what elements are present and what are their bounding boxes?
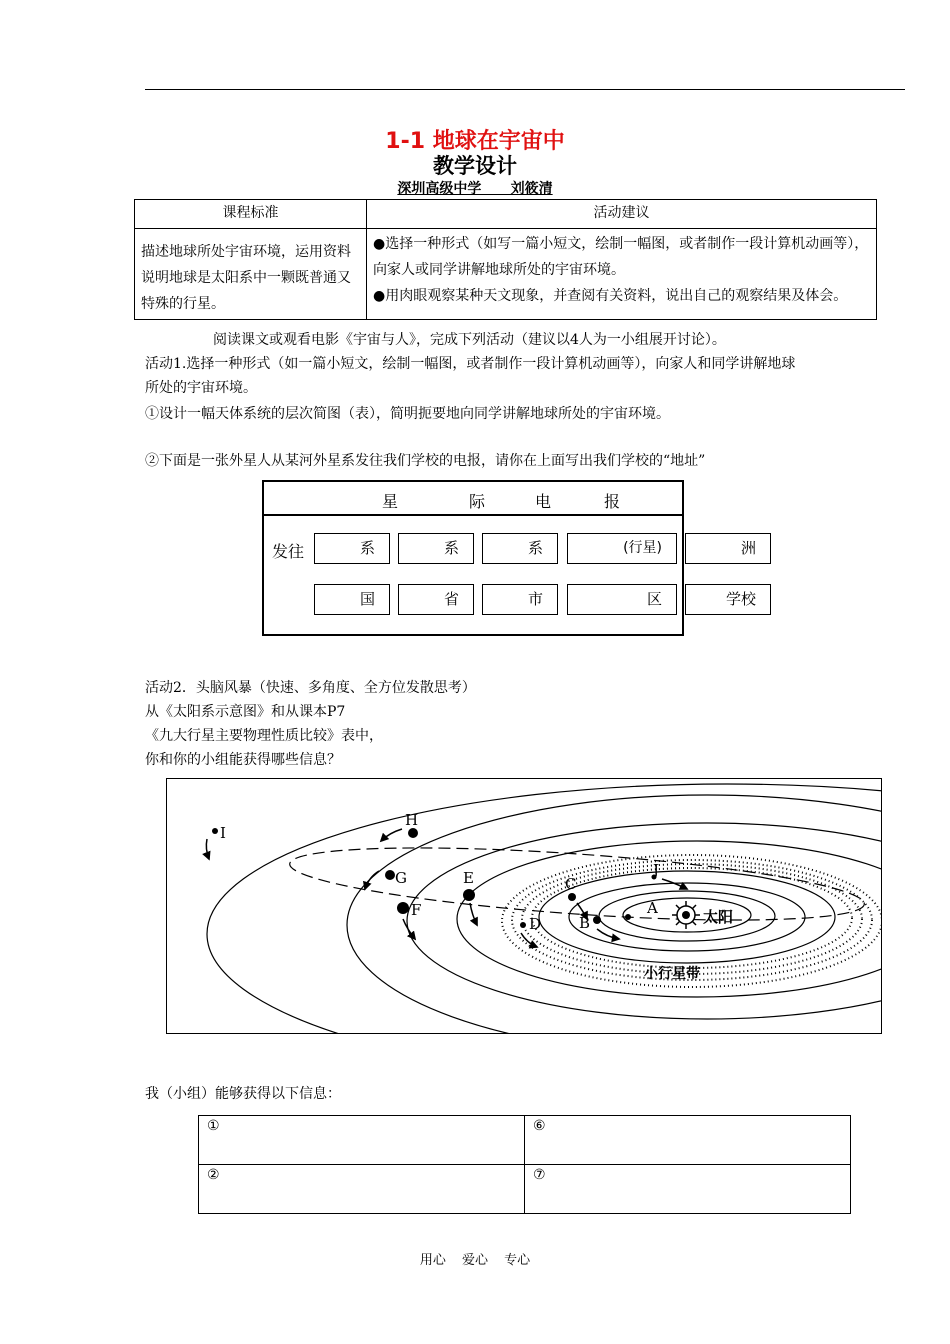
planet-label: C — [565, 875, 577, 893]
info-prompt: 我（小组）能够获得以下信息： — [145, 1086, 341, 1102]
telegram-heading-char: 电 — [535, 492, 552, 511]
address-field[interactable]: 区 — [567, 584, 677, 615]
planet-e — [463, 889, 475, 901]
motion-arrows — [206, 829, 687, 947]
intro-text: 阅读课文或观看电影《宇宙与人》，完成下列活动（建议以4人为一小组展开讨论）。 — [213, 332, 726, 348]
lesson-subtitle: 教学设计 — [433, 154, 517, 178]
suggestion-item: ●用肉眼观察某种天文现象，并查阅有关资料，说出自己的观察结果及体会。 — [373, 288, 848, 304]
planet-f — [397, 902, 409, 914]
planet-label: H — [405, 811, 419, 829]
suggestion-header: 活动建议 — [367, 200, 877, 229]
address-field-school[interactable]: 学校 — [685, 584, 771, 615]
planet-b — [593, 916, 601, 924]
page-footer: 用心 爱心 专心 — [419, 1253, 531, 1268]
info-cell[interactable]: ⑦ — [525, 1165, 851, 1214]
planet-d — [520, 922, 526, 928]
telegram-heading-char: 星 — [382, 492, 399, 511]
planet-label: E — [463, 869, 474, 887]
lesson-title: 1-1 地球在宇宙中 — [385, 129, 565, 154]
planet-label: A — [647, 899, 658, 917]
planet-h — [408, 828, 418, 838]
header-rule — [145, 89, 905, 90]
planet-label: I — [220, 824, 226, 842]
activity2-line: 活动2．头脑风暴（快速、多角度、全方位发散思考） — [145, 680, 476, 696]
sun-label: 太阳 — [703, 908, 734, 926]
activity2-line: 《九大行星主要物理性质比较》表中， — [145, 728, 383, 744]
send-to-label: 发往 — [272, 542, 305, 561]
activity2-line: 从《太阳系示意图》和从课本P7 — [145, 704, 346, 720]
task1-text: ①设计一幅天体系统的层次简图（表），简明扼要地向同学讲解地球所处的宇宙环境。 — [145, 406, 670, 422]
sun-icon — [672, 901, 700, 929]
address-field[interactable]: 系 — [398, 533, 474, 564]
info-table — [198, 1115, 851, 1214]
task2-text: ②下面是一张外星人从某河外星系发往我们学校的电报，请你在上面写出我们学校的“地址” — [145, 453, 706, 469]
orbit — [407, 823, 882, 1019]
asteroid-belt-label: 小行星带 — [644, 966, 700, 982]
planet-g — [385, 870, 395, 880]
telegram-heading-char: 际 — [469, 492, 486, 511]
planet-label: B — [579, 914, 591, 932]
address-field-planet[interactable]: (行星) — [567, 533, 677, 564]
telegram-form — [262, 480, 756, 636]
address-field[interactable]: 系 — [314, 533, 390, 564]
orbit — [207, 784, 882, 1034]
address-field[interactable]: 国 — [314, 584, 390, 615]
suggestion-item: ●选择一种形式（如写一篇小短文，绘制一幅图，或者制作一段计算机动画等），向家人或同学讲解地球所处的宇宙环境。 — [373, 236, 869, 278]
activity1-line: 活动1.选择一种形式（如一篇小短文，绘制一幅图，或者制作一段计算机动画等），向家人和同学讲解地球 — [145, 356, 796, 372]
planet-label: J — [653, 861, 660, 879]
solar-system-svg — [167, 779, 882, 1034]
standards-header: 课程标准 — [135, 200, 367, 229]
telegram-heading-char: 报 — [604, 492, 621, 511]
info-cell[interactable]: ② — [199, 1165, 525, 1214]
standards-table — [134, 199, 877, 320]
info-cell[interactable]: ⑥ — [525, 1116, 851, 1165]
solar-system-diagram — [166, 778, 882, 1034]
activity2-line: 你和你的小组能获得哪些信息？ — [145, 752, 341, 768]
planet-label: D — [529, 915, 542, 933]
planet-i — [212, 828, 218, 834]
planet-a — [625, 914, 631, 920]
suggestion-cell — [367, 229, 877, 320]
address-field[interactable]: 洲 — [685, 533, 771, 564]
author-line: 深圳高级中学 刘筱清 — [397, 181, 553, 197]
activity1-line: 所处的宇宙环境。 — [145, 380, 257, 396]
planet-c — [568, 893, 576, 901]
standard-cell: 描述地球所处宇宙环境，运用资料说明地球是太阳系中一颗既普通又特殊的行星。 — [135, 229, 367, 320]
telegram-heading — [264, 482, 682, 516]
address-field[interactable]: 市 — [482, 584, 558, 615]
orbit — [347, 795, 882, 1034]
address-field[interactable]: 省 — [398, 584, 474, 615]
planet-label: G — [395, 869, 407, 887]
address-field[interactable]: 系 — [482, 533, 558, 564]
planet-label: F — [411, 901, 422, 919]
info-cell[interactable]: ① — [199, 1116, 525, 1165]
